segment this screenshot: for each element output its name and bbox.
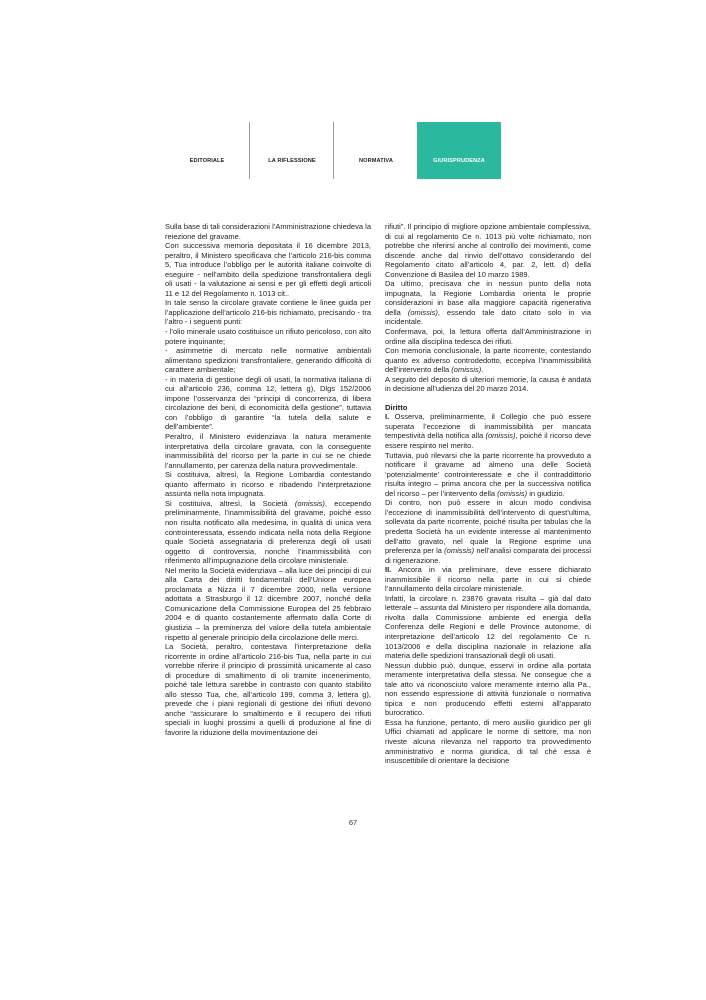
section-nav	[165, 122, 501, 179]
paragraph: Peraltro, il Ministero evidenziava la natura meramente interpretativa della circolare gravata, con la conseguente inammissibilità del ricorso per la parte in cui se ne chiede l’annullamento, per carenza della natura provvedimentale.	[165, 432, 371, 470]
paragraph: A seguito del deposito di ulteriori memorie, la causa è andata in decisione all’udienza del 20 marzo 2014.	[385, 374, 591, 394]
tab-label: EDITORIALE	[189, 158, 225, 165]
paragraph: Nessun dubbio può, dunque, esservi in ordine alla portata meramente interpretativa della stessa. Ne consegue che a tale atto va riconosciuto valore meramente interno alla Pa., non essendo espressione di attività funzionale o normativa tipica e non producendo effetti esterni all’apparato burocratico.	[385, 660, 591, 718]
tab-la-riflessione[interactable]	[249, 122, 334, 179]
paragraph: II. Ancora in via preliminare, deve essere dichiarato inammissibile il ricorso nella parte in cui si chiede l’annullamento della circolare ministeriale.	[385, 565, 591, 594]
tab-label: NORMATIVA	[359, 158, 393, 165]
right-column	[385, 222, 591, 766]
paragraph: Si costituiva, altresì, la Società (omissis), eccependo preliminarmente, l’inammissibilità del gravame, poiché esso non risulta notificato alla medesima, in qualità di unica vera controinteressata, essendo indicata nella nota della Regione quale Società assegnataria di preferenza degli oli usati oggetto di controversia, nonché l’inammissibilità con riferimento all’impugnazione della circolare ministeriale.	[165, 498, 371, 566]
paragraph: Infatti, la circolare n. 23876 gravata risulta – già dal dato letterale – assunta dal Ministero per rispondere alla domanda, rivolta dalla Commissione ambiente ed energia della Conferenza delle Regioni e delle Province autonome, di interpretazione dell’articolo 12 del regolamento Ce n. 1013/2006 e della disciplina nazionale in relazione alla materia delle spedizioni transazionali degli oli usati.	[385, 593, 591, 661]
left-column	[165, 222, 371, 738]
tab-normativa[interactable]	[333, 122, 418, 179]
paragraph: - in materia di gestione degli oli usati, la normativa italiana di cui all’articolo 236, comma 12, lettera g), Dlgs 152/2006 impone l’osservanza dei “principi di concorrenza, di libera circolazione dei beni, di economicità della gestione”, tuttavia con l’obbligo di garantire “la tutela della salute e dell’ambiente”.	[165, 374, 371, 432]
paragraph: La Società, peraltro, contestava l’interpretazione della ricorrente in ordine all’articolo 216-bis Tua, nella parte in cui vorrebbe riferire il principio di prossimità unicamente al caso di procedure di smaltimento di oli tramite incenerimento, poiché tale lettura sarebbe in contrasto con quanto stabilito allo stesso Tua, che, all’articolo 199, comma 3, lettera g), prevede che i piani regionali di gestione dei rifiuti devono anche “assicurare lo smaltimento e il recupero dei rifiuti speciali in luoghi prossimi a quelli di produzione al fine di favorire la riduzione della movimentazione dei	[165, 642, 371, 737]
paragraph: Con memoria conclusionale, la parte ricorrente, contestando quanto ex adverso controdedotto, eccepiva l’inammissibilità dell’intervento della (omissis).	[385, 346, 591, 375]
paragraph: Nel merito la Società evidenziava – alla luce dei principi di cui alla Carta dei diritti fondamentali dell’Unione europea proclamata a Nizza il 7 dicembre 2000, nella versione adottata a Strasburgo il 12 dicembre 2007, nonché della Comunicazione della Commissione Europea del 25 febbraio 2004 e di quanto costantemente affermato dalla Corte di giustizia – la preminenza del valore della tutela ambientale rispetto al generale principio della circolazione delle merci.	[165, 565, 371, 642]
paragraph: I. Osserva, preliminarmente, il Collegio che può essere superata l’eccezione di inammissibilità per mancata tempestività della notifica alla (omissis), poiché il ricorso deve essere respinto nel merito.	[385, 412, 592, 451]
paragraph: - asimmetrie di mercato nelle normative ambientali alimentano spedizioni transfrontaliere, generando difficoltà di carattere ambientale;	[165, 346, 371, 375]
paragraph: Tuttavia, può rilevarsi che la parte ricorrente ha provveduto a notificare il gravame ad almeno una delle Società ‘potenzialmente’ controinteressate e che il contraddittorio risulta integro – prima ancora che per la successiva notifica del ricorso – per l’intervento della (omissis) in giudizio.	[385, 450, 591, 498]
paragraph: Da ultimo, precisava che in nessun punto della nota impugnata, la Regione Lombardia orienta le proprie considerazioni in base alla maggiore capacità rigenerativa della (omissis), essendo tale dato citato solo in via incidentale.	[385, 279, 591, 327]
page-number: 67	[348, 818, 358, 827]
paragraph: rifiuti”. Il principio di migliore opzione ambientale complessiva, di cui al regolamento Ce n. 1013 più volte richiamato, non potrebbe che riferirsi anche al controllo dei movimenti, come discende anche dal rinvio dell’ottavo considerando del Regolamento citato all’articolo 4, par. 2, lett. d) della Convenzione di Basilea del 10 marzo 1989.	[385, 222, 591, 279]
paragraph: Si costituiva, altresì, la Regione Lombardia contestando quanto affermato in ricorso e ribadendo l’interpretazione assunta nella nota impugnata.	[165, 470, 371, 499]
section-heading-diritto: Diritto	[385, 402, 408, 412]
tab-giurisprudenza[interactable]	[417, 122, 501, 179]
tab-label: GIURISPRUDENZA	[433, 158, 485, 165]
paragraph: Di contro, non può essere in alcun modo condivisa l’eccezione di inammissibilità dell’intervento di quest’ultima, sollevata da parte ricorrente, poiché risulta per tabulas che la predetta Società ha un evidente interesse al mantenimento dell’atto gravato, nel quale la Regione esprime una preferenza per la (omissis) nell’analisi comparata dei processi di rigenerazione.	[385, 498, 591, 565]
tab-label: LA RIFLESSIONE	[268, 158, 316, 165]
paragraph: Essa ha funzione, pertanto, di mero ausilio giuridico per gli Uffici chiamati ad applicare le norme di settore, ma non riveste alcuna rilevanza nel rapporto tra provvedimento amministrativo e norma giuridica, di tal ché essa è insuscettibile di orientare la decisione	[385, 717, 591, 766]
paragraph: In tale senso la circolare gravate contiene le linee guida per l’applicazione dell’articolo 216-bis richiamato, precisando - tra l’altro - i seguenti punti:	[165, 298, 371, 327]
paragraph: Con successiva memoria depositata il 16 dicembre 2013, peraltro, il Ministero specificava che l’articolo 216-bis comma 5, Tua introduce l’obbligo per le autorità italiane coinvolte di eseguire - nell’ambito della spedizione transfrontaliera degli oli usati - la valutazione ai sensi e per gli effetti degli articoli 11 e 12 del Regolamento n. 1013 cit..	[165, 241, 371, 298]
paragraph: Sulla base di tali considerazioni l’Amministrazione chiedeva la reiezione del gravame.	[165, 222, 371, 241]
paragraph: - l’olio minerale usato costituisce un rifiuto pericoloso, con alto potere inquinante;	[165, 327, 371, 346]
tab-editoriale[interactable]	[165, 122, 249, 179]
paragraph: Confermava, poi, la lettura offerta dall’Amministrazione in ordine alla disciplina tedesca dei rifiuti.	[385, 327, 591, 346]
